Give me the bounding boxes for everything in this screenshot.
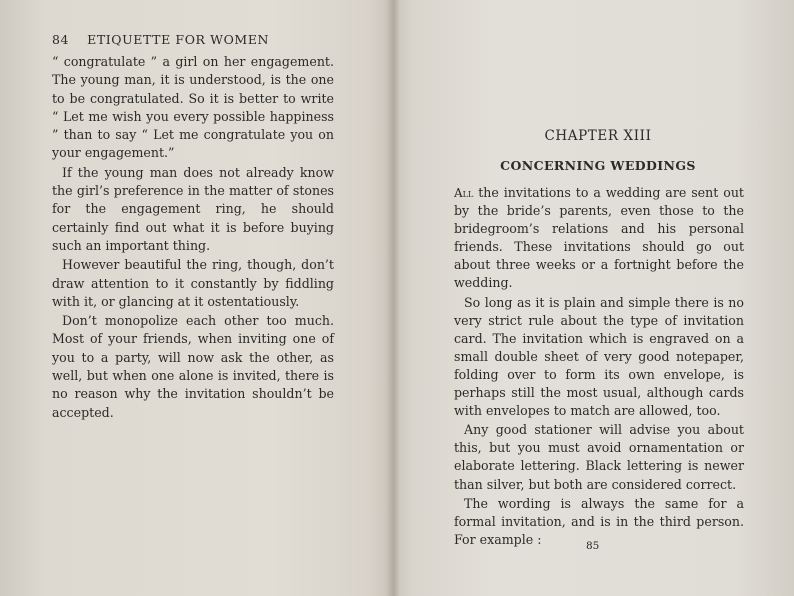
right-body-text <box>454 184 744 549</box>
chapter-title: CONCERNING WEDDINGS <box>500 158 696 173</box>
left-page <box>0 0 392 596</box>
paragraph: So long as it is plain and simple there is no very strict rule about the type of invitation card. The invitation which is engraved on a small double sheet of very good notepaper, folding over to form its own envelope, is perhaps still the most usual, although cards with envelopes to match are allowed, too. <box>454 294 744 419</box>
right-page-number: 85 <box>586 540 600 552</box>
book-title-header: ETIQUETTE FOR WOMEN <box>87 32 270 47</box>
paragraph: Any good stationer will advise you about this, but you must avoid ornamentation or elaborate lettering. Black lettering is newer than silver, but both are considered correct. <box>454 422 744 492</box>
paragraph: All the invitations to a wedding are sent out by the bride’s parents, even those to the bridegroom’s relations and his personal friends. These invitations should go out about three weeks or a fortnight before the wedding. <box>454 185 744 291</box>
paragraph: If the young man does not already know the girl’s preference in the matter of stones for the engagement ring, he should certainly find out what it is before buying such an important thing. <box>52 164 334 253</box>
paragraph: “ congratulate ” a girl on her engagement. The young man, it is understood, is the one to be congratulated. So it is better to write “ Let me wish you every possible happiness ” than to say “ Let me congratulate you on your engagement.” <box>52 54 334 161</box>
opening-small-caps: All <box>454 186 474 200</box>
paragraph: However beautiful the ring, though, don’t draw attention to it constantly by fiddling with it, or glancing at it ostentatiously. <box>52 257 334 309</box>
book-gutter <box>386 0 400 596</box>
left-running-head <box>52 32 352 47</box>
left-body-text <box>52 53 334 422</box>
chapter-number: CHAPTER XIII <box>544 128 652 144</box>
paragraph: The wording is always the same for a formal invitation, and is in the third person. For example : <box>454 495 744 547</box>
left-page-number: 84 <box>52 32 70 47</box>
paragraph: Don’t monopolize each other too much. Most of your friends, when inviting one of you to a party, will now ask the other, as well, but when one alone is invited, there is no reason why the invitation shouldn’t be accepted. <box>52 313 334 420</box>
